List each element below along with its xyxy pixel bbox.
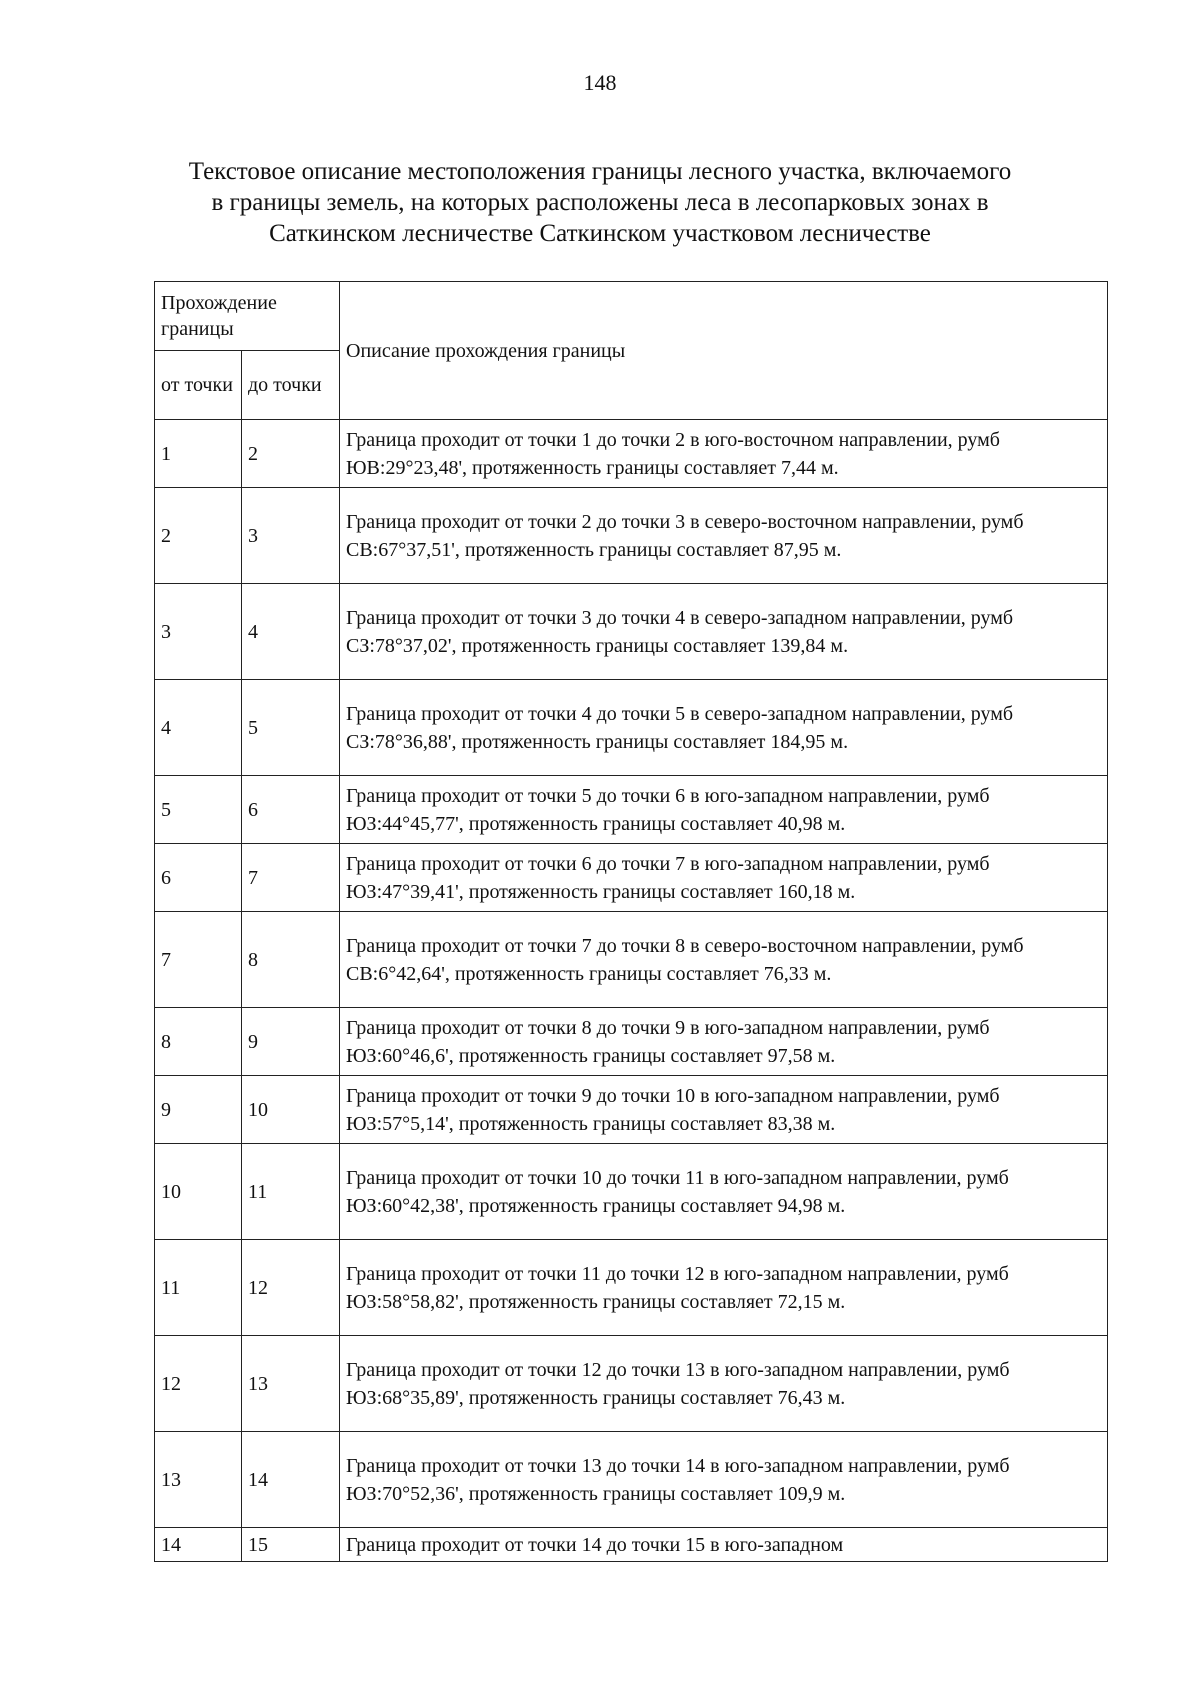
cell-to-point: 5: [242, 680, 340, 776]
table-row: [155, 1432, 1108, 1528]
cell-to-point: 3: [242, 488, 340, 584]
table-row: [155, 420, 1108, 488]
cell-description: Граница проходит от точки 11 до точки 12 в юго-западном направлении, румб ЮЗ:58°58,82', протяженность границы составляет 72,15 м.: [340, 1240, 1108, 1336]
cell-to-point: 14: [242, 1432, 340, 1528]
cell-description: Граница проходит от точки 1 до точки 2 в юго-восточном направлении, румб ЮВ:29°23,48', протяженность границы составляет 7,44 м.: [340, 420, 1108, 488]
table-row: [155, 776, 1108, 844]
cell-description: Граница проходит от точки 5 до точки 6 в юго-западном направлении, румб ЮЗ:44°45,77', протяженность границы составляет 40,98 м.: [340, 776, 1108, 844]
cell-to-point: 11: [242, 1144, 340, 1240]
table-row: [155, 1240, 1108, 1336]
cell-from-point: 6: [155, 844, 242, 912]
boundary-table: [154, 281, 1108, 1562]
document-title: [100, 156, 1100, 249]
header-from-point: от точки: [155, 351, 242, 420]
cell-description: Граница проходит от точки 3 до точки 4 в северо-западном направлении, румб СЗ:78°37,02', протяженность границы составляет 139,84 м.: [340, 584, 1108, 680]
cell-from-point: 1: [155, 420, 242, 488]
table-row: [155, 912, 1108, 1008]
table-row: [155, 488, 1108, 584]
table-row: [155, 1076, 1108, 1144]
cell-description: Граница проходит от точки 10 до точки 11 в юго-западном направлении, румб ЮЗ:60°42,38', протяженность границы составляет 94,98 м.: [340, 1144, 1108, 1240]
table-body: [155, 420, 1108, 1562]
title-line: в границы земель, на которых расположены леса в лесопарковых зонах в: [211, 189, 989, 216]
cell-description: Граница проходит от точки 12 до точки 13 в юго-западном направлении, румб ЮЗ:68°35,89', протяженность границы составляет 76,43 м.: [340, 1336, 1108, 1432]
cell-to-point: 13: [242, 1336, 340, 1432]
cell-description: Граница проходит от точки 13 до точки 14 в юго-западном направлении, румб ЮЗ:70°52,36', протяженность границы составляет 109,9 м.: [340, 1432, 1108, 1528]
cell-to-point: 15: [242, 1528, 340, 1562]
table-row: [155, 1336, 1108, 1432]
cell-from-point: 2: [155, 488, 242, 584]
cell-from-point: 7: [155, 912, 242, 1008]
cell-from-point: 5: [155, 776, 242, 844]
header-boundary-passage: Прохождение границы: [155, 282, 340, 351]
cell-to-point: 2: [242, 420, 340, 488]
cell-from-point: 12: [155, 1336, 242, 1432]
cell-to-point: 12: [242, 1240, 340, 1336]
cell-description: Граница проходит от точки 8 до точки 9 в юго-западном направлении, румб ЮЗ:60°46,6', протяженность границы составляет 97,58 м.: [340, 1008, 1108, 1076]
cell-to-point: 10: [242, 1076, 340, 1144]
table-row: [155, 584, 1108, 680]
cell-from-point: 10: [155, 1144, 242, 1240]
page-number: 148: [583, 70, 617, 95]
cell-to-point: 4: [242, 584, 340, 680]
title-line: Текстовое описание местоположения границы лесного участка, включаемого: [188, 158, 1012, 185]
cell-to-point: 6: [242, 776, 340, 844]
table-row: [155, 1144, 1108, 1240]
cell-description: Граница проходит от точки 14 до точки 15 в юго-западном: [340, 1528, 1108, 1562]
cell-to-point: 8: [242, 912, 340, 1008]
cell-from-point: 11: [155, 1240, 242, 1336]
table-row: [155, 1528, 1108, 1562]
cell-description: Граница проходит от точки 4 до точки 5 в северо-западном направлении, румб СЗ:78°36,88', протяженность границы составляет 184,95 м.: [340, 680, 1108, 776]
title-line: Саткинском лесничестве Саткинском участковом лесничестве: [269, 220, 931, 247]
header-description: Описание прохождения границы: [340, 282, 1108, 420]
cell-from-point: 9: [155, 1076, 242, 1144]
cell-from-point: 3: [155, 584, 242, 680]
cell-to-point: 9: [242, 1008, 340, 1076]
cell-description: Граница проходит от точки 6 до точки 7 в юго-западном направлении, румб ЮЗ:47°39,41', протяженность границы составляет 160,18 м.: [340, 844, 1108, 912]
cell-description: Граница проходит от точки 7 до точки 8 в северо-восточном направлении, румб СВ:6°42,64', протяженность границы составляет 76,33 м.: [340, 912, 1108, 1008]
cell-to-point: 7: [242, 844, 340, 912]
cell-from-point: 4: [155, 680, 242, 776]
cell-description: Граница проходит от точки 9 до точки 10 в юго-западном направлении, румб ЮЗ:57°5,14', протяженность границы составляет 83,38 м.: [340, 1076, 1108, 1144]
table-row: [155, 1008, 1108, 1076]
cell-description: Граница проходит от точки 2 до точки 3 в северо-восточном направлении, румб СВ:67°37,51', протяженность границы составляет 87,95 м.: [340, 488, 1108, 584]
cell-from-point: 14: [155, 1528, 242, 1562]
table-row: [155, 680, 1108, 776]
header-to-point: до точки: [242, 351, 340, 420]
cell-from-point: 8: [155, 1008, 242, 1076]
table-row: [155, 844, 1108, 912]
cell-from-point: 13: [155, 1432, 242, 1528]
